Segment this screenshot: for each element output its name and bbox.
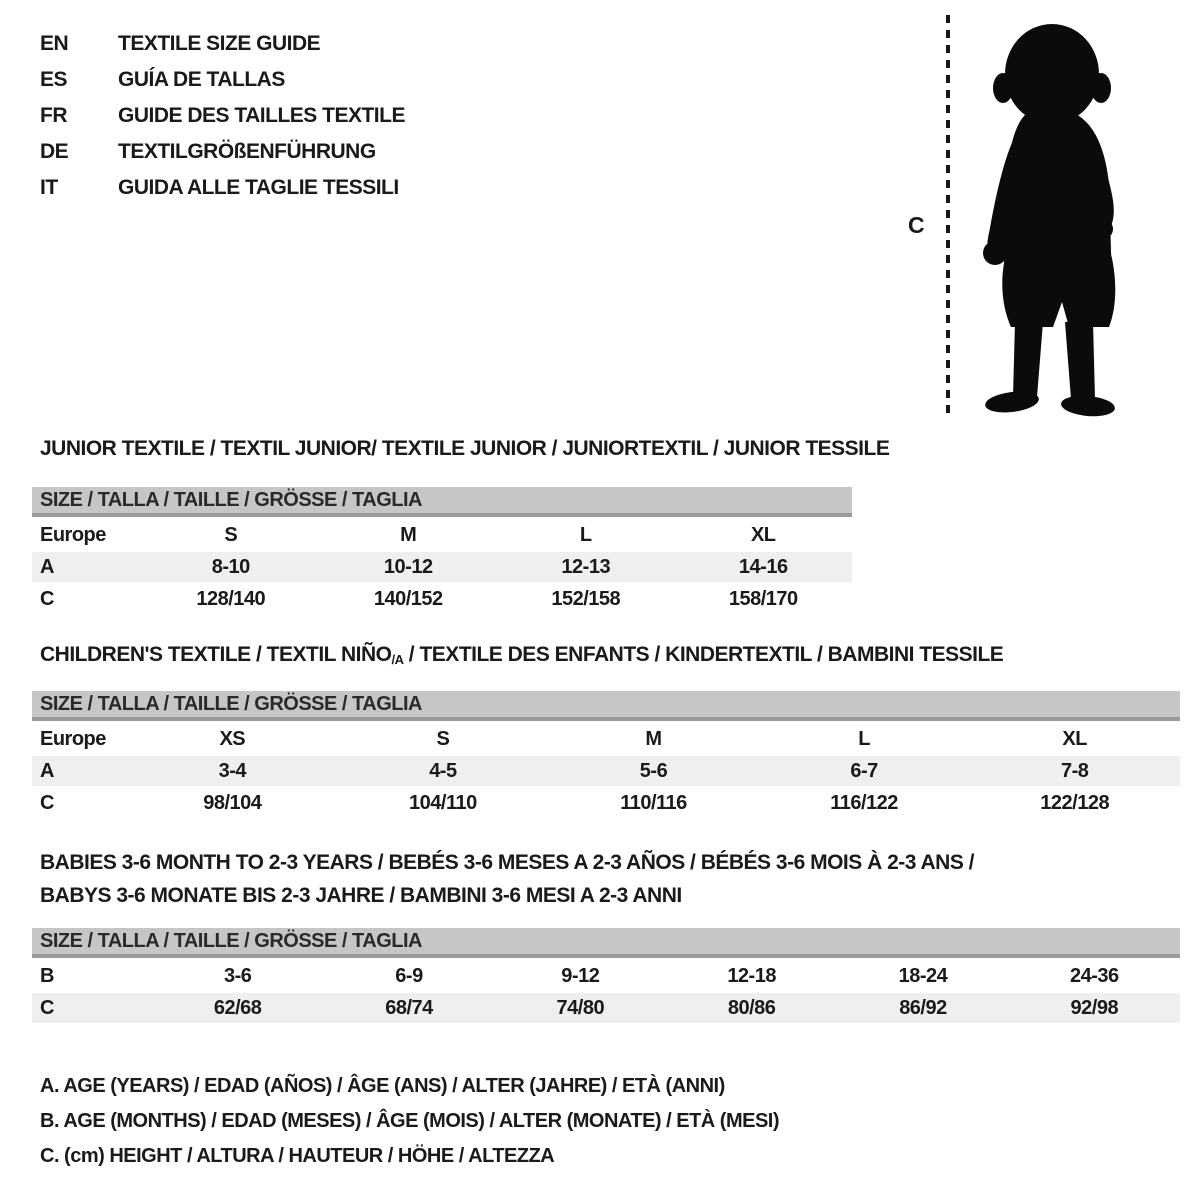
legend-line-a: A. AGE (YEARS) / EDAD (AÑOS) / ÂGE (ANS) / ALTER (JAHRE) / ETÀ (ANNI)	[40, 1075, 725, 1097]
height-measure-dashed-line	[946, 15, 950, 417]
table-row-months	[32, 961, 1180, 991]
children-title-pre: CHILDREN'S TEXTILE / TEXTIL NIÑO	[40, 643, 392, 666]
size-cell: L	[579, 523, 592, 546]
table-row-europe	[32, 520, 852, 550]
height-cell: 104/110	[409, 791, 477, 814]
size-header-bar: SIZE / TALLA / TAILLE / GRÖSSE / TAGLIA	[32, 928, 1180, 958]
language-row-es	[40, 62, 405, 98]
row-label: C	[40, 996, 54, 1019]
table-row-height	[32, 584, 852, 614]
age-cell: 14-16	[738, 555, 788, 578]
months-cell: 9-12	[561, 964, 600, 987]
height-cell: 86/92	[899, 996, 947, 1019]
age-cell: 8-10	[211, 555, 250, 578]
height-cell: 122/128	[1040, 791, 1110, 814]
language-row-it	[40, 170, 405, 206]
height-cell: 116/122	[830, 791, 898, 814]
table-row-height	[32, 788, 1180, 818]
children-title-post: / TEXTILE DES ENFANTS / KINDERTEXTIL / BAMBINI TESSILE	[403, 643, 1004, 666]
months-cell: 24-36	[1069, 964, 1119, 987]
language-title: TEXTILE SIZE GUIDE	[118, 32, 321, 55]
size-cell: M	[400, 523, 417, 546]
language-row-en	[40, 26, 405, 62]
months-cell: 18-24	[898, 964, 948, 987]
children-section-title	[40, 643, 1003, 667]
language-code: DE	[40, 140, 69, 163]
age-cell: 6-7	[850, 759, 878, 782]
size-cell: XS	[219, 727, 246, 750]
table-row-age	[32, 756, 1180, 786]
height-cell: 62/68	[213, 996, 262, 1019]
language-row-fr	[40, 98, 405, 134]
row-label: C	[40, 587, 54, 610]
legend-line-c: C. (cm) HEIGHT / ALTURA / HAUTEUR / HÖHE / ALTEZZA	[40, 1145, 555, 1167]
language-title: GUIDE DES TAILLES TEXTILE	[118, 104, 405, 127]
row-label: A	[40, 759, 54, 782]
size-cell: XL	[750, 523, 776, 546]
height-cell: 140/152	[373, 587, 443, 610]
height-cell: 98/104	[203, 791, 262, 814]
language-code: ES	[40, 68, 68, 91]
height-cell: 68/74	[385, 996, 433, 1019]
table-row-height	[32, 993, 1180, 1023]
age-cell: 4-5	[429, 759, 457, 782]
language-title: GUÍA DE TALLAS	[118, 68, 285, 91]
language-code: IT	[40, 176, 58, 199]
row-label: Europe	[40, 727, 106, 750]
language-row-de	[40, 134, 405, 170]
table-row-age	[32, 552, 852, 582]
table-row-europe	[32, 724, 1180, 754]
height-measure-label: C	[908, 212, 925, 238]
size-header-bar: SIZE / TALLA / TAILLE / GRÖSSE / TAGLIA	[32, 691, 1180, 721]
measurement-legend	[40, 1069, 779, 1174]
height-cell: 74/80	[556, 996, 605, 1019]
language-code: EN	[40, 32, 69, 55]
months-cell: 3-6	[223, 964, 252, 987]
children-size-table	[32, 691, 1180, 820]
babies-section-title-line1: BABIES 3-6 MONTH TO 2-3 YEARS / BEBÉS 3-6 MESES A 2-3 AÑOS / BÉBÉS 3-6 MOIS À 2-3 ANS /	[40, 851, 975, 874]
age-cell: 10-12	[383, 555, 433, 578]
babies-section-title-line2: BABYS 3-6 MONATE BIS 2-3 JAHRE / BAMBINI 3-6 MESI A 2-3 ANNI	[40, 884, 682, 907]
row-label: C	[40, 791, 54, 814]
junior-size-table	[32, 487, 852, 616]
language-code: FR	[40, 104, 67, 127]
height-cell: 158/170	[728, 587, 798, 610]
language-title: GUIDA ALLE TAGLIE TESSILI	[118, 176, 399, 199]
size-cell: M	[645, 727, 662, 750]
size-cell: L	[858, 727, 870, 750]
babies-size-table	[32, 928, 1180, 1025]
children-title-subscript: /A	[391, 652, 404, 667]
months-cell: 12-18	[727, 964, 776, 987]
size-cell: XL	[1062, 727, 1087, 750]
size-cell: S	[224, 523, 238, 546]
age-cell: 12-13	[561, 555, 611, 578]
height-cell: 92/98	[1070, 996, 1119, 1019]
height-cell: 152/158	[551, 587, 621, 610]
height-cell: 80/86	[727, 996, 776, 1019]
legend-line-b: B. AGE (MONTHS) / EDAD (MESES) / ÂGE (MOIS) / ALTER (MONATE) / ETÀ (MESI)	[40, 1110, 780, 1132]
size-cell: S	[436, 727, 450, 750]
language-title-list	[40, 26, 405, 206]
row-label: B	[40, 964, 54, 987]
height-cell: 110/116	[620, 791, 687, 814]
toddler-silhouette	[964, 16, 1136, 418]
months-cell: 6-9	[395, 964, 423, 987]
language-title: TEXTILGRÖßENFÜHRUNG	[118, 140, 376, 163]
row-label: Europe	[40, 523, 106, 546]
age-cell: 3-4	[218, 759, 246, 782]
age-cell: 7-8	[1060, 759, 1089, 782]
age-cell: 5-6	[639, 759, 668, 782]
junior-section-title: JUNIOR TEXTILE / TEXTIL JUNIOR/ TEXTILE JUNIOR / JUNIORTEXTIL / JUNIOR TESSILE	[40, 437, 890, 460]
size-header-bar: SIZE / TALLA / TAILLE / GRÖSSE / TAGLIA	[32, 487, 852, 517]
row-label: A	[40, 555, 54, 578]
height-cell: 128/140	[196, 587, 266, 610]
